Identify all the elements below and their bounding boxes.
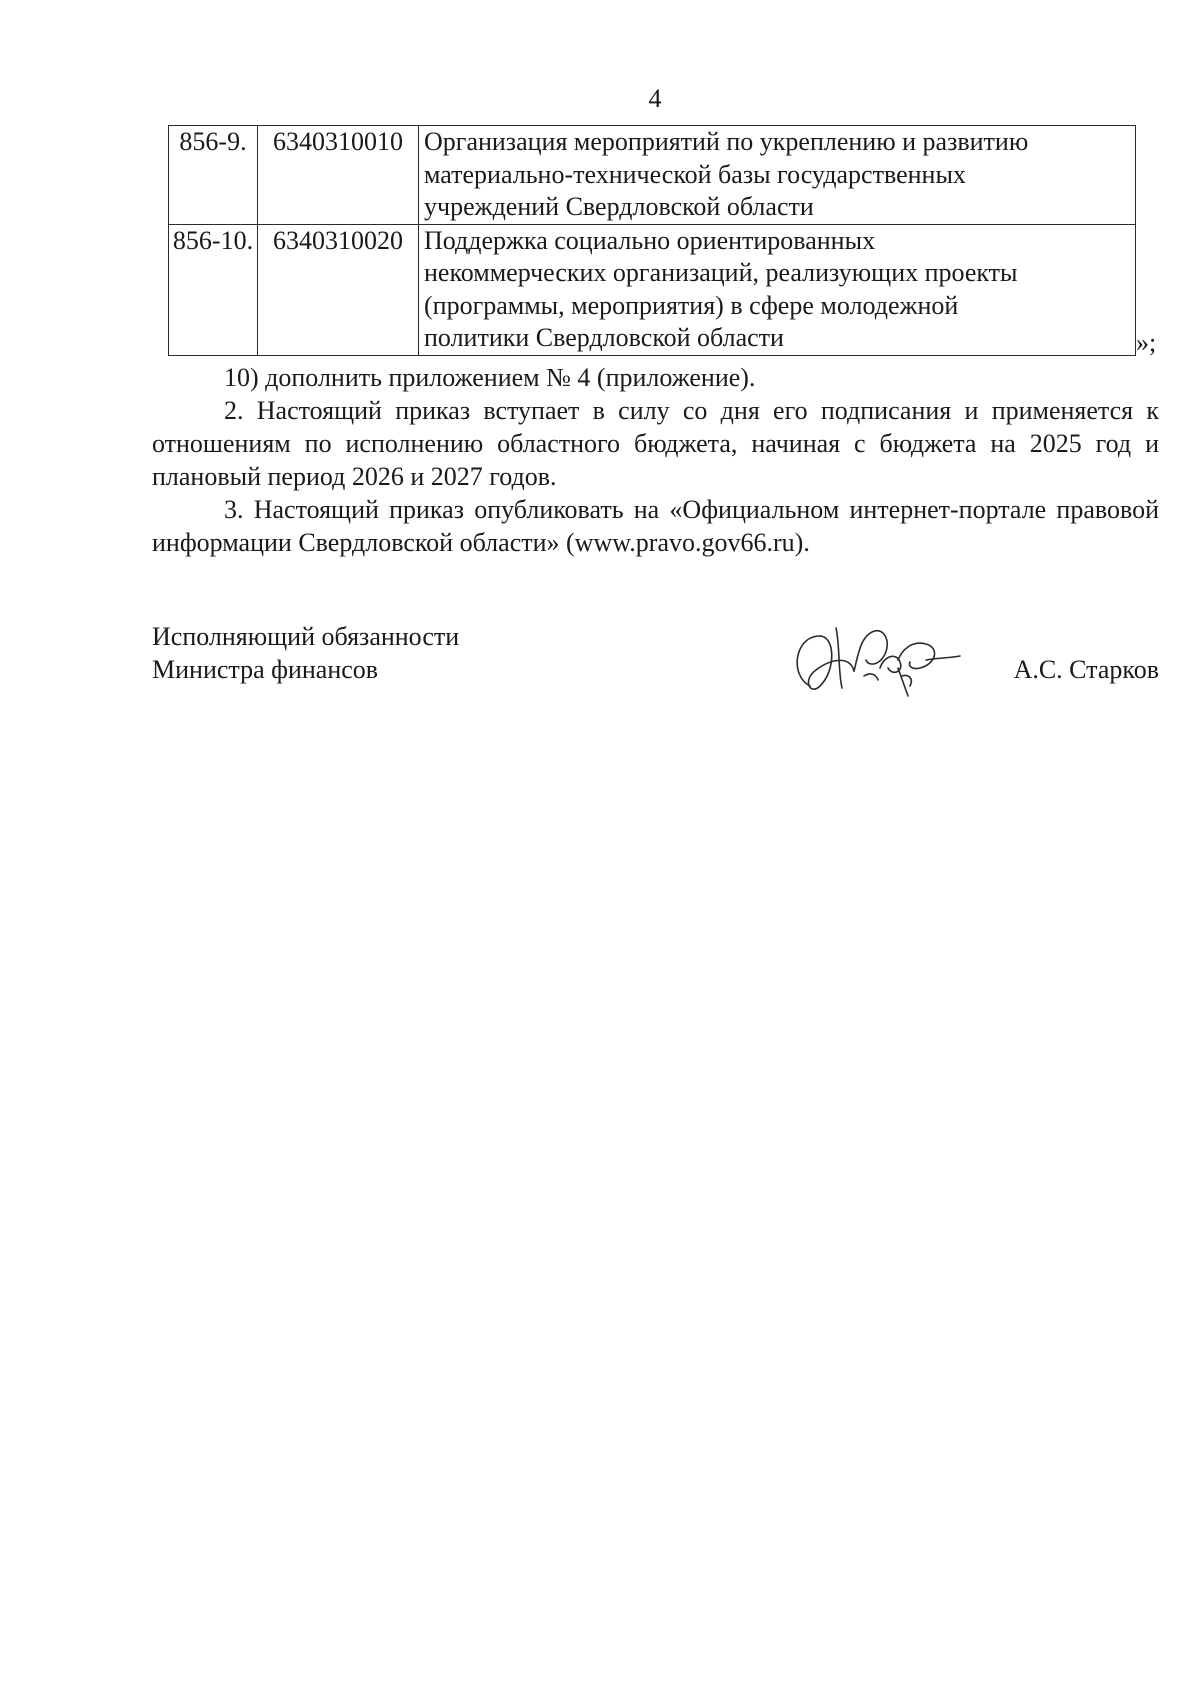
row-number: 856-10. xyxy=(169,224,258,355)
page-number: 4 xyxy=(648,84,662,113)
row-name-line: Организация мероприятий по укреплению и развитию xyxy=(424,127,1029,156)
table-row xyxy=(169,126,1136,225)
row-name-line: политики Свердловской области xyxy=(424,323,784,352)
signer-position-line: Министра финансов xyxy=(152,655,379,684)
signer-position xyxy=(152,620,459,686)
row-name-line: некоммерческих организаций, реализующих проекты xyxy=(424,258,1018,287)
signature-block xyxy=(152,620,1159,710)
row-name-line: материально-технической базы государственных xyxy=(424,159,966,189)
row-name xyxy=(419,224,1136,355)
row-name-line: (программы, мероприятия) в сфере молодежной xyxy=(424,290,959,320)
row-code: 6340310010 xyxy=(258,126,419,225)
signer-position-line: Исполняющий обязанности xyxy=(152,622,460,651)
row-name-line: Поддержка социально ориентированных xyxy=(424,225,876,255)
row-code: 6340310020 xyxy=(258,224,419,355)
row-name xyxy=(419,126,1136,225)
table-row xyxy=(169,224,1136,355)
budget-codes-table xyxy=(168,125,1136,356)
handwritten-signature xyxy=(780,616,970,706)
paragraph-clause-3: 3. Настоящий приказ опубликовать на «Официальном интернет-портале правовой информации Свердловской области» (www.pravo.gov66.ru). xyxy=(152,495,1159,557)
closing-quote: »; xyxy=(1136,328,1157,357)
paragraph-item-10: 10) дополнить приложением № 4 (приложение). xyxy=(224,363,756,392)
row-number: 856-9. xyxy=(169,126,258,225)
signer-name: А.С. Старков xyxy=(1013,655,1159,684)
row-name-line: учреждений Свердловской области xyxy=(424,192,814,221)
document-body xyxy=(152,361,1159,559)
paragraph-clause-2: 2. Настоящий приказ вступает в силу со дня его подписания и применяется к отношениям по исполнению областного бюджета, начиная с бюджета на 2025 год и плановый период 2026 и 2027 годов. xyxy=(152,396,1159,491)
